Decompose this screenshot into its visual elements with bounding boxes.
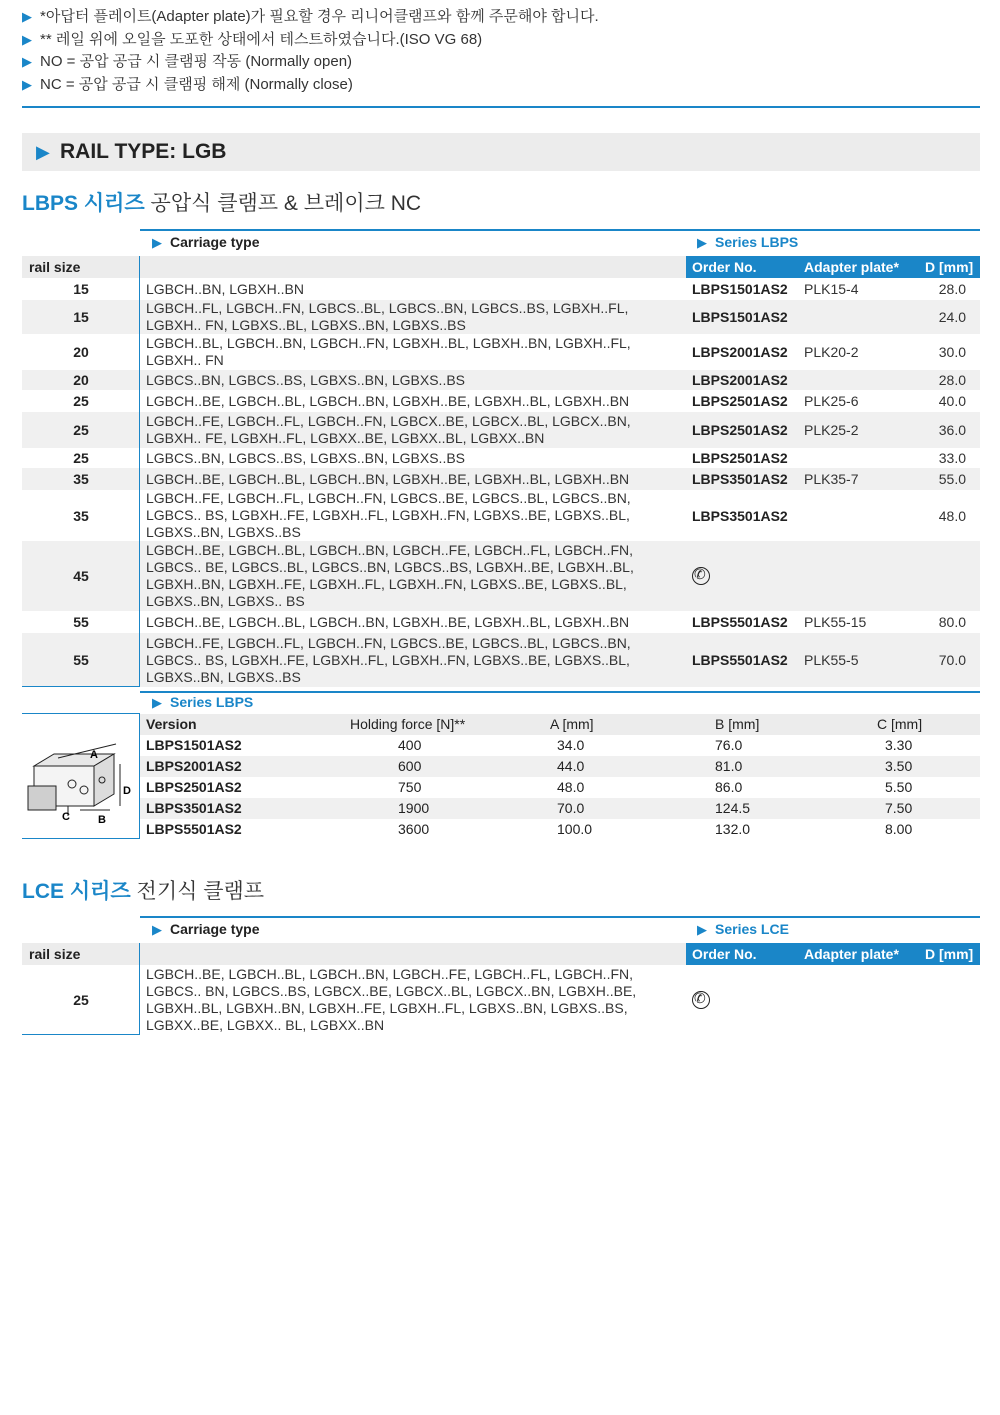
adapter-plate-cell — [804, 490, 914, 541]
rail-size-cell: 25 — [73, 422, 89, 438]
rail-size-column-border — [22, 943, 140, 1035]
dim-value-cell: 34.0 — [557, 737, 585, 753]
dim-value-cell: 750 — [398, 779, 422, 795]
table-row — [22, 278, 980, 300]
table-row — [22, 611, 980, 633]
adapter-plate-cell: PLK20-2 — [804, 344, 859, 360]
rail-type-banner: ▶ RAIL TYPE: LGB — [22, 133, 980, 171]
phone-icon — [692, 567, 710, 585]
table-row — [22, 412, 980, 448]
table-row — [22, 448, 980, 468]
note-item: ▶ ** 레일 위에 오일을 도포한 상태에서 테스트하였습니다.(ISO VG 68) — [22, 29, 980, 52]
version-cell: LBPS1501AS2 — [146, 737, 242, 753]
rail-size-cell: 55 — [73, 614, 89, 630]
order-number-cell: LBPS5501AS2 — [692, 652, 788, 668]
divider — [140, 916, 980, 918]
series-lbps-header: ▶ Series LBPS — [697, 234, 799, 250]
lce-carriage-type-header: ▶ Carriage type — [152, 921, 260, 937]
rail-size-cell: 25 — [73, 450, 89, 466]
version-cell: LBPS2501AS2 — [146, 779, 242, 795]
dim-value-cell: 3.50 — [885, 758, 913, 774]
dim-value-cell: 44.0 — [557, 758, 585, 774]
d-mm-cell: 48.0 — [938, 507, 966, 524]
carriage-type-cell: LGBCH..BE, LGBCH..BL, LGBCH..BN, LGBXH..BE, LGBXH..BL, LGBXH..BN — [146, 392, 630, 409]
carriage-type-cell: LGBCH..BE, LGBCH..BL, LGBCH..BN, LGBXH..BE, LGBXH..BL, LGBXH..BN — [146, 613, 630, 630]
d-mm-cell: 40.0 — [938, 393, 966, 409]
d-mm-cell: 70.0 — [938, 652, 966, 668]
triangle-icon: ▶ — [152, 695, 162, 710]
dims-header-row: Version Holding force [N]** A [mm] B [mm] C [mm] — [140, 714, 980, 735]
table-row — [140, 756, 980, 777]
adapter-plate-cell: PLK25-6 — [804, 393, 859, 409]
order-number-cell: LBPS2001AS2 — [692, 344, 788, 360]
table-row — [22, 541, 980, 611]
triangle-icon: ▶ — [152, 235, 162, 250]
version-cell: LBPS5501AS2 — [146, 821, 242, 837]
carriage-type-cell: LGBCH..BE, LGBCH..BL, LGBCH..BN, LGBCH..FE, LGBCH..FL, LGBCH..FN, LGBCS.. BN, LGBCS..BS, LGBCX..BE, LGBCX..BL, LGBCX..BN, LGBXH..BE, LGBXH..BL, LGBXH..BN, LGBXH..FE, LGBXH..FL, LGBXS..BN, LGBXS..BS, LGBXX..BE, LGBXX.. BL, LGBXX..BN — [146, 966, 637, 1033]
dim-value-cell: 400 — [398, 737, 422, 753]
order-header-bar: Order No. Adapter plate* D [mm] — [686, 256, 980, 278]
d-mm-cell: 36.0 — [938, 422, 966, 438]
dim-value-cell: 48.0 — [557, 779, 585, 795]
table-row — [22, 633, 980, 687]
d-mm-cell: 30.0 — [938, 344, 966, 360]
carriage-type-cell: LGBCH..FE, LGBCH..FL, LGBCH..FN, LGBCS..BE, LGBCS..BL, LGBCS..BN, LGBCS.. BS, LGBXH..FE, LGBXH..FL, LGBXH..FN, LGBXS..BE, LGBXS..BL, LGBXS..BN, LGBXS..BS — [146, 490, 631, 540]
dim-label-c: C — [62, 811, 70, 823]
dim-label-b: B — [98, 814, 106, 826]
dim-value-cell: 3.30 — [885, 737, 913, 753]
dim-value-cell: 8.00 — [885, 821, 913, 837]
divider — [140, 229, 980, 231]
order-number-cell: LBPS3501AS2 — [692, 507, 788, 524]
lce-section-title: LCE 시리즈 전기식 클램프 — [22, 880, 265, 903]
carriage-type-cell: LGBCH..FE, LGBCH..FL, LGBCH..FN, LGBCS..BE, LGBCS..BL, LGBCS..BN, LGBCS.. BS, LGBXH..FE, LGBXH..FL, LGBXH..FN, LGBXS..BE, LGBXS..BL, LGBXS..BN, LGBXS..BS — [146, 634, 631, 685]
dim-value-cell: 70.0 — [557, 800, 585, 816]
triangle-icon: ▶ — [22, 31, 32, 47]
order-number-cell: LBPS1501AS2 — [692, 281, 788, 297]
table-row — [22, 370, 980, 390]
lce-table — [22, 965, 980, 1035]
d-mm-cell: 55.0 — [938, 471, 966, 487]
note-item: ▶ NC = 공압 공급 시 클램핑 해제 (Normally close) — [22, 74, 980, 97]
lce-order-header-bar: Order No. Adapter plate* D [mm] — [686, 943, 980, 965]
table-row — [140, 798, 980, 819]
rail-size-column-border — [22, 256, 140, 687]
d-mm-cell: 80.0 — [938, 614, 966, 630]
d-mm-cell: 33.0 — [938, 450, 966, 466]
triangle-icon: ▶ — [22, 9, 32, 24]
rail-size-cell: 55 — [73, 652, 89, 668]
dim-value-cell: 7.50 — [885, 800, 913, 816]
order-number-cell: LBPS2501AS2 — [692, 422, 788, 438]
adapter-plate-cell — [804, 448, 914, 468]
table-row — [22, 468, 980, 490]
order-number-cell: LBPS2501AS2 — [692, 393, 788, 409]
table-row — [22, 965, 980, 1035]
order-number-cell: LBPS2001AS2 — [692, 372, 788, 388]
dim-value-cell: 5.50 — [885, 779, 913, 795]
carriage-type-cell: LGBCS..BN, LGBCS..BS, LGBXS..BN, LGBXS..BS — [146, 449, 466, 466]
adapter-plate-cell — [804, 300, 914, 334]
rail-size-cell: 35 — [73, 507, 89, 524]
triangle-icon: ▶ — [22, 54, 32, 69]
triangle-icon: ▶ — [22, 76, 32, 92]
rail-size-label: rail size — [29, 259, 81, 275]
carriage-type-cell: LGBCH..FL, LGBCH..FN, LGBCS..BL, LGBCS..BN, LGBCS..BS, LGBXH..FL, LGBXH.. FN, LGBXS..BL, LGBXS..BN, LGBXS..BS — [146, 300, 629, 333]
series-lbps-dims-header: ▶ Series LBPS — [152, 694, 254, 710]
contact-cell — [692, 965, 802, 1035]
dim-value-cell: 3600 — [398, 821, 430, 837]
table-row — [22, 334, 980, 370]
carriage-type-cell: LGBCH..BE, LGBCH..BL, LGBCH..BN, LGBXH..BE, LGBXH..BL, LGBXH..BN — [146, 470, 630, 487]
version-cell: LBPS3501AS2 — [146, 800, 242, 816]
order-number-cell: LBPS2501AS2 — [692, 450, 788, 466]
table-row — [140, 777, 980, 798]
rail-size-cell: 20 — [73, 372, 89, 388]
rail-size-cell: 45 — [73, 568, 89, 584]
order-number-cell: LBPS5501AS2 — [692, 614, 788, 630]
rail-size-cell: 15 — [73, 281, 89, 297]
divider — [140, 691, 980, 693]
adapter-plate-cell: PLK25-2 — [804, 422, 859, 438]
rail-size-cell: 15 — [73, 309, 89, 325]
dim-value-cell: 81.0 — [715, 758, 743, 774]
adapter-plate-cell: PLK55-5 — [804, 652, 859, 668]
dim-value-cell: 600 — [398, 758, 422, 774]
carriage-type-cell: LGBCH..BL, LGBCH..BN, LGBCH..FN, LGBXH..BL, LGBXH..BN, LGBXH..FL, LGBXH.. FN — [146, 335, 631, 368]
triangle-icon: ▶ — [152, 922, 162, 937]
d-mm-cell: 28.0 — [938, 372, 966, 388]
carriage-type-cell: LGBCH..FE, LGBCH..FL, LGBCH..FN, LGBCX..BE, LGBCX..BL, LGBCX..BN, LGBXH.. FE, LGBXH..FL, LGBXX..BE, LGBXX..BL, LGBXX..BN — [146, 413, 631, 446]
d-mm-cell: 28.0 — [938, 281, 966, 297]
adapter-plate-cell — [804, 370, 914, 390]
version-cell: LBPS2001AS2 — [146, 758, 242, 774]
triangle-icon: ▶ — [36, 142, 50, 162]
dim-value-cell: 1900 — [398, 800, 430, 816]
dim-value-cell: 132.0 — [715, 821, 751, 837]
rail-size-cell: 20 — [73, 344, 89, 360]
carriage-type-cell: LGBCS..BN, LGBCS..BS, LGBXS..BN, LGBXS..BS — [146, 371, 466, 388]
dim-value-cell: 76.0 — [715, 737, 743, 753]
d-mm-cell: 24.0 — [938, 309, 966, 325]
order-number-cell: LBPS3501AS2 — [692, 471, 788, 487]
note-item: ▶ *아답터 플레이트(Adapter plate)가 필요할 경우 리니어클램프와 함께 주문해야 합니다. — [22, 6, 980, 29]
rail-size-cell: 35 — [73, 471, 89, 487]
contact-cell — [692, 541, 802, 611]
carriage-type-header: ▶ Carriage type — [152, 234, 260, 250]
triangle-icon: ▶ — [697, 922, 707, 937]
rail-size-cell: 25 — [73, 992, 89, 1008]
divider — [22, 106, 980, 108]
adapter-plate-cell: PLK35-7 — [804, 471, 859, 487]
rail-size-cell: 25 — [73, 393, 89, 409]
table-row — [140, 819, 980, 840]
dim-label-d: D — [123, 785, 131, 797]
note-item: ▶ NO = 공압 공급 시 클램핑 작동 (Normally open) — [22, 51, 980, 74]
triangle-icon: ▶ — [697, 235, 707, 250]
dim-value-cell: 100.0 — [557, 821, 593, 837]
lbps-table — [22, 278, 980, 687]
series-lce-header: ▶ Series LCE — [697, 921, 789, 937]
order-number-cell: LBPS1501AS2 — [692, 309, 788, 325]
table-row — [22, 390, 980, 412]
carriage-type-cell: LGBCH..BE, LGBCH..BL, LGBCH..BN, LGBCH..FE, LGBCH..FL, LGBCH..FN, LGBCS.. BE, LGBCS..BL, LGBCS..BN, LGBCS..BS, LGBXH..BE, LGBXH..BL, LGBXH..BN, LGBXH..FE, LGBXH..FL, LGBXH..FN, LGBXS..BE, LGBXS..BL, LGBXS..BN, LGBXS.. BS — [146, 542, 634, 609]
phone-icon — [692, 991, 710, 1009]
table-row — [22, 300, 980, 334]
table-row — [140, 735, 980, 756]
table-row — [22, 490, 980, 541]
lce-header-row: rail size — [22, 943, 980, 965]
dim-value-cell: 124.5 — [715, 800, 751, 816]
notes-list — [22, 6, 980, 96]
dim-label-a: A — [90, 749, 98, 761]
dim-value-cell: 86.0 — [715, 779, 743, 795]
carriage-type-cell: LGBCH..BN, LGBXH..BN — [146, 280, 304, 297]
lbps-section-title: LBPS 시리즈 공압식 클램프 & 브레이크 NC — [22, 192, 422, 215]
adapter-plate-cell: PLK15-4 — [804, 281, 859, 297]
clamp-drawing — [22, 714, 138, 838]
adapter-plate-cell: PLK55-15 — [804, 614, 867, 630]
clamp-diagram — [22, 713, 140, 839]
